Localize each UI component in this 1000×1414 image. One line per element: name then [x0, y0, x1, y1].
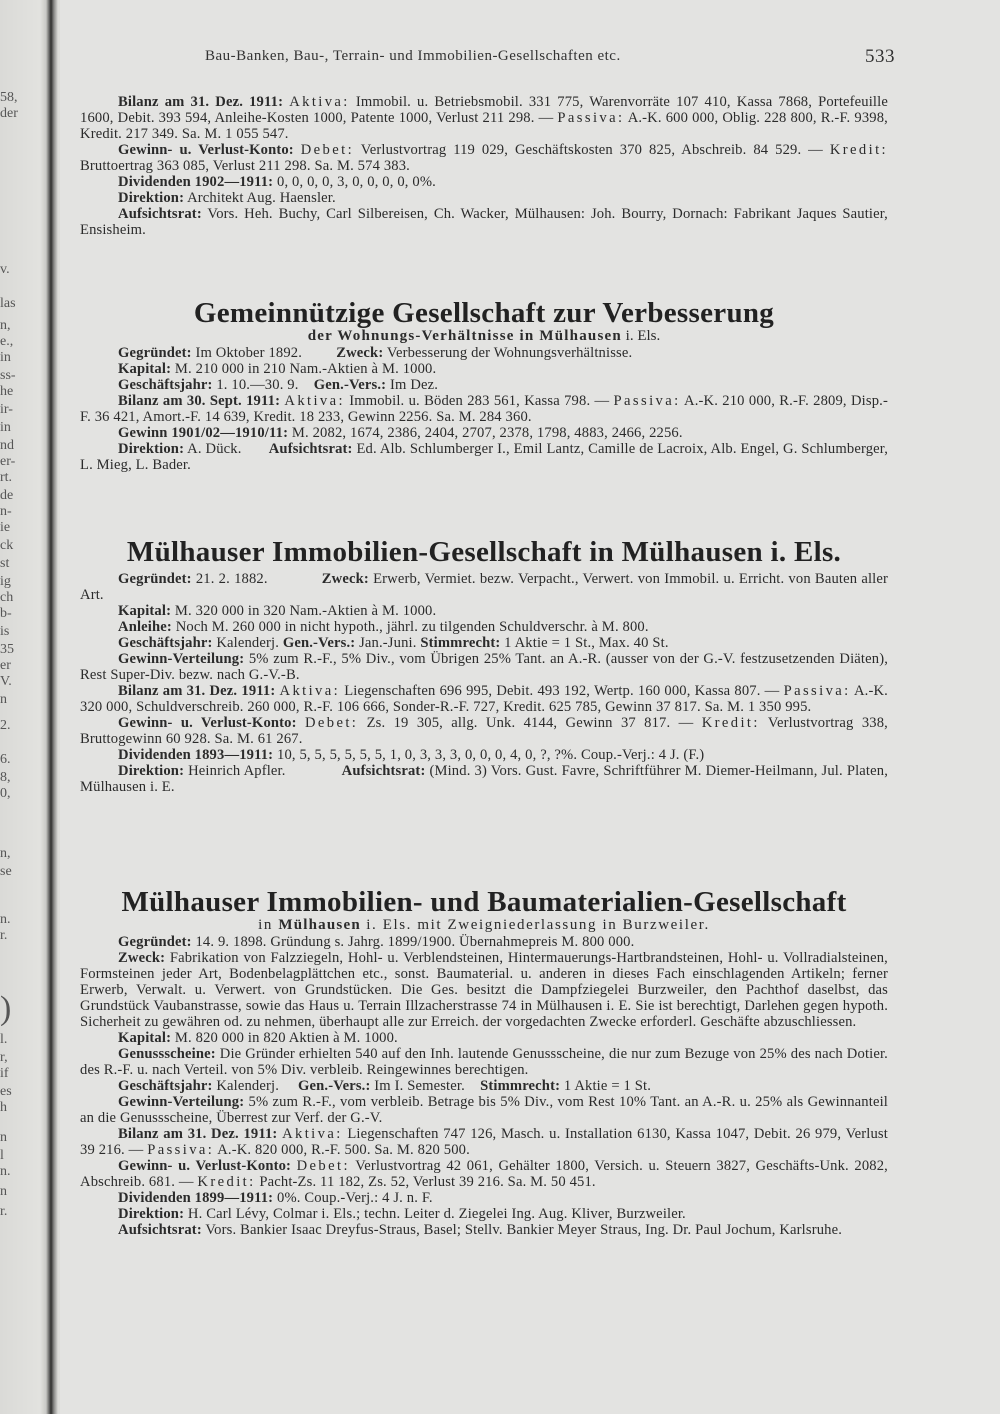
loan-label: Anleihe: [118, 619, 172, 635]
section-title: Gemeinnützige Gesellschaft zur Verbesserung [193, 297, 775, 329]
balance-label: Bilanz am 30. Sept. 1911: [118, 393, 281, 409]
capital-paragraph [80, 1030, 888, 1046]
debit-label: Debet: [296, 1158, 350, 1174]
margin-fragment: nd [0, 438, 14, 453]
general-meeting-label: Gen.-Vers.: [298, 1078, 371, 1094]
assets-text: Immobil. u. Böden 283 561, Kassa 798. — [349, 393, 610, 409]
margin-fragment: 0, [0, 786, 11, 801]
section-muelhauser-baumaterialien [80, 887, 888, 1238]
profit-loss-label: Gewinn- u. Verlust-Konto: [118, 715, 297, 731]
profit-loss-paragraph [80, 142, 888, 174]
profit-distribution-text: 5% zum R.-F., 5% Div., vom Übrigen 25% Tant. an A.-R. (ausser von der G.-V. festzusetzenden Diäten), Rest Super-Div. bezw. nach G.-V.-B. [80, 651, 888, 683]
founded-paragraph [80, 345, 888, 361]
supervisory-board-text: Ed. Alb. Schlumberger I., Emil Lantz, Camille de Lacroix, Alb. Engel, G. Schlumberger, L. Mieg, L. Bader. [80, 441, 888, 473]
dividends-text: 0%. Coup.-Verj.: 4 J. n. F. [277, 1190, 433, 1206]
page-number: 533 [865, 46, 895, 67]
general-meeting-text: Im I. Semester. [374, 1078, 465, 1094]
running-header [205, 48, 895, 70]
margin-fragment: he [0, 384, 14, 399]
margin-fragment: st [0, 556, 10, 571]
fiscal-year-text: Kalenderj. [216, 635, 280, 651]
balance-sheet-paragraph [80, 393, 888, 425]
participation-certificates-text: Die Gründer erhielten 540 auf den Inh. lautende Genussscheine, die nur zum Bezuge von 25% des nach Dotier. des R.-F. u. nach Verteil. von 5% Div. verbleib. Reingewinnes berechtigen. [80, 1046, 888, 1078]
margin-fragment: de [0, 488, 14, 503]
profit-loss-paragraph [80, 715, 888, 747]
purpose-label: Zweck: [336, 345, 384, 361]
profit-distribution-label: Gewinn-Verteilung: [118, 1094, 245, 1110]
direction-label: Direktion: [118, 190, 185, 206]
margin-fragment: ) [0, 992, 12, 1026]
voting-right-text: 1 Aktie = 1 St. [563, 1078, 652, 1094]
purpose-text: Erwerb, Vermiet. bezw. Verpacht., Verwert. von Immobil. u. Erricht. von Bauten aller Art. [80, 571, 889, 603]
debit-text: Verlustvortrag 42 061, Gehälter 1800, Versich. u. Steuern 3827, Geschäfts-Unk. 2082, Abschreib. 681. — [80, 1158, 888, 1190]
margin-fragment: rt. [0, 470, 13, 485]
fiscal-year-paragraph [80, 377, 888, 393]
margin-fragment: v. [0, 262, 10, 277]
margin-fragment: if [0, 1066, 9, 1081]
margin-fragment: n. [0, 912, 11, 927]
dividends-label: Dividenden 1899—1911: [118, 1190, 274, 1206]
liabilities-label: Passiva: [557, 110, 625, 126]
direction-text: A. Dück. [187, 441, 242, 457]
margin-fragment: r. [0, 928, 8, 943]
margin-fragment: n [0, 692, 7, 707]
section-subtitle [80, 917, 888, 934]
margin-fragment: n, [0, 846, 11, 861]
direction-label: Direktion: [118, 441, 185, 457]
supervisory-board-text: (Mind. 3) Vors. Gust. Favre, Schriftführer M. Diemer-Heilmann, Jul. Platen, Mülhausen i. E. [80, 763, 888, 795]
supervisory-board-label: Aufsichtsrat: [341, 763, 426, 779]
margin-fragment: ch [0, 590, 14, 605]
margin-fragment: er [0, 658, 11, 673]
supervisory-board-paragraph [80, 1222, 888, 1238]
participation-certificates-paragraph [80, 1046, 888, 1078]
capital-paragraph [80, 361, 888, 377]
direction-paragraph [80, 763, 888, 795]
balance-sheet-paragraph [80, 1126, 888, 1158]
assets-label: Aktiva: [284, 393, 345, 409]
debit-text: Zs. 19 305, allg. Unk. 4144, Gewinn 37 817. — [366, 715, 694, 731]
margin-fragment: n, [0, 318, 11, 333]
capital-text: M. 210 000 in 210 Nam.-Aktien à M. 1000. [174, 361, 437, 377]
credit-text: Pacht-Zs. 11 182, Zs. 52, Verlust 39 216. Sa. M. 50 451. [259, 1174, 596, 1190]
section-gemeinnuetzige [80, 298, 888, 473]
section-title: Mülhauser Immobilien- und Baumaterialien-Gesellschaft [121, 886, 847, 918]
margin-fragment: 2. [0, 718, 11, 733]
profit-loss-label: Gewinn- u. Verlust-Konto: [118, 1158, 292, 1174]
margin-fragment: 8, [0, 770, 11, 785]
liabilities-label: Passiva: [783, 683, 851, 699]
balance-sheet-paragraph [80, 94, 888, 142]
liabilities-label: Passiva: [147, 1142, 215, 1158]
supervisory-board-text: Vors. Heh. Buchy, Carl Silbereisen, Ch. Wacker, Mülhausen: Joh. Bourry, Dornach: Fabrikant Jaques Sautier, Ensisheim. [80, 206, 888, 238]
assets-label: Aktiva: [289, 94, 350, 110]
profit-loss-label: Gewinn- u. Verlust-Konto: [118, 142, 294, 158]
liabilities-text: A.-K. 600 000, Oblig. 228 800, R.-F. 9398, Kredit. 217 349. Sa. M. 1 055 547. [80, 110, 888, 142]
margin-fragment: n. [0, 1164, 11, 1179]
balance-label: Bilanz am 31. Dez. 1911: [118, 94, 284, 110]
direction-text: Architekt Aug. Haensler. [187, 190, 336, 206]
section-title: Mülhauser Immobilien-Gesellschaft in Mülhausen i. Els. [126, 536, 842, 568]
margin-fragment: n [0, 1130, 7, 1145]
margin-fragment: is [0, 624, 10, 639]
entry-continuation [80, 94, 888, 238]
profit-distribution-paragraph [80, 651, 888, 683]
credit-label: Kredit: [829, 142, 888, 158]
fiscal-year-paragraph [80, 1078, 888, 1094]
fiscal-year-text: Kalenderj. [216, 1078, 280, 1094]
subtitle-bold: der Wohnungs-Verhältnisse in Mülhausen [307, 328, 622, 344]
dividends-text: 0, 0, 0, 0, 3, 0, 0, 0, 0, 0%. [277, 174, 436, 190]
supervisory-board-label: Aufsichtsrat: [118, 1222, 202, 1238]
margin-fragment: ss- [0, 368, 16, 383]
subtitle-prefix: in [258, 917, 274, 933]
margin-fragment: V. [0, 674, 12, 689]
liabilities-label: Passiva: [613, 393, 681, 409]
assets-text: Immobil. u. Betriebsmobil. 331 775, Warenvorräte 107 410, Kassa 7868, Portefeuille 1600, Debit. 393 594, Anleihe-Kosten 1000, Patente 1000, Verlust 211 298. — [80, 94, 888, 126]
participation-certificates-label: Genussscheine: [118, 1046, 216, 1062]
general-meeting-text: Jan.-Juni. [359, 635, 417, 651]
assets-text: Liegenschaften 696 995, Debit. 493 192, Wertp. 160 000, Kassa 807. — [344, 683, 780, 699]
direction-paragraph [80, 441, 888, 473]
margin-fragment: h [0, 1100, 7, 1115]
dividends-paragraph [80, 747, 888, 763]
margin-fragment: in [0, 420, 11, 435]
assets-label: Aktiva: [282, 1126, 343, 1142]
margin-fragment: 6. [0, 752, 11, 767]
debit-label: Debet: [300, 142, 355, 158]
voting-right-text: 1 Aktie = 1 St., Max. 40 St. [504, 635, 669, 651]
founded-label: Gegründet: [118, 571, 192, 587]
margin-fragment: las [0, 296, 16, 311]
supervisory-board-text: Vors. Bankier Isaac Dreyfus-Straus, Basel; Stellv. Bankier Meyer Straus, Ing. Dr. Paul Jochum, Karlsruhe. [205, 1222, 843, 1238]
general-meeting-label: Gen.-Vers.: [282, 635, 356, 651]
assets-text: Liegenschaften 747 126, Masch. u. Installation 6130, Kassa 1047, Debit. 26 979, Verlust 39 216. — [80, 1126, 888, 1158]
loan-text: Noch M. 260 000 in nicht hypoth., jährl. zu tilgenden Schuldverschr. à M. 800. [175, 619, 649, 635]
voting-right-label: Stimmrecht: [480, 1078, 561, 1094]
direction-label: Direktion: [118, 763, 185, 779]
founded-text: Im Oktober 1892. [195, 345, 303, 361]
capital-text: M. 320 000 in 320 Nam.-Aktien à M. 1000. [174, 603, 437, 619]
balance-sheet-paragraph [80, 683, 888, 715]
subtitle-rest: i. Els. mit Zweigniederlassung in Burzweiler. [366, 917, 710, 933]
margin-fragment: l. [0, 1032, 8, 1047]
margin-fragment: ir- [0, 402, 13, 417]
dividends-paragraph [80, 174, 888, 190]
profit-history-label: Gewinn 1901/02—1910/11: [118, 425, 289, 441]
profit-history-text: M. 2082, 1674, 2386, 2404, 2707, 2378, 1798, 4883, 2466, 2256. [291, 425, 683, 441]
direction-paragraph [80, 190, 888, 206]
purpose-paragraph [80, 950, 888, 1030]
margin-fragment: r, [0, 1050, 8, 1065]
fiscal-year-paragraph [80, 635, 888, 651]
general-meeting-text: Im Dez. [390, 377, 439, 393]
balance-label: Bilanz am 31. Dez. 1911: [118, 1126, 278, 1142]
margin-fragment: der [0, 106, 18, 121]
margin-fragment: b- [0, 606, 12, 621]
direction-text: H. Carl Lévy, Colmar i. Els.; techn. Leiter d. Ziegelei Ing. Aug. Kliver, Burzweiler. [187, 1206, 686, 1222]
purpose-text: Fabrikation von Falzziegeln, Hohl- u. Verblendsteinen, Hintermauerungs-Hartbrandsteinen, Hohl- u. Vollradialsteinen, Formsteinen jeder Art, Bodenbelagplättchen etc., sonst. Baumaterial. u. anderen in dieses Fach einschlagenden Artikeln; ferner Erwerb, Verwalt. u. Verwert. von Grundstücken. Die Ges. besitzt die Dampfziegelei Burzweiler, den Pachthof daselbst, das Grundstück Vaubanstrasse, sowie das Haus u. Terrain Illzacherstrasse 74 in Mülhausen i. E. Sie ist berechtigt, Darlehen gegen hypoth. Sicherheit zu gewähren od. zu nehmen, überhaupt alle zur Erreich. der vorgedachten Zwecke erforderl. Geschäfte abzuschliessen. [80, 950, 888, 1030]
dividends-label: Dividenden 1893—1911: [118, 747, 274, 763]
margin-fragment: 58, [0, 90, 18, 105]
section-subtitle [80, 328, 888, 345]
supervisory-board-label: Aufsichtsrat: [118, 206, 202, 222]
supervisory-board-paragraph [80, 206, 888, 238]
liabilities-text: A.-K. 820 000, R.-F. 500. Sa. M. 820 500. [217, 1142, 470, 1158]
capital-label: Kapital: [118, 603, 172, 619]
general-meeting-label: Gen.-Vers.: [313, 377, 387, 393]
profit-distribution-paragraph [80, 1094, 888, 1126]
credit-label: Kredit: [197, 1174, 256, 1190]
dividends-paragraph [80, 1190, 888, 1206]
direction-paragraph [80, 1206, 888, 1222]
founded-paragraph [80, 571, 888, 603]
fiscal-year-label: Geschäftsjahr: [118, 1078, 213, 1094]
margin-fragment: r. [0, 1204, 8, 1219]
direction-label: Direktion: [118, 1206, 185, 1222]
margin-fragment: l [0, 1148, 4, 1163]
margin-fragment: n- [0, 504, 12, 519]
fiscal-year-text: 1. 10.—30. 9. [216, 377, 299, 393]
margin-fragment: es [0, 1084, 12, 1099]
capital-text: M. 820 000 in 820 Aktien à M. 1000. [174, 1030, 398, 1046]
fiscal-year-label: Geschäftsjahr: [118, 635, 213, 651]
margin-fragment: e., [0, 334, 14, 349]
margin-fragment: in [0, 350, 11, 365]
margin-fragment: se [0, 864, 12, 879]
profit-distribution-label: Gewinn-Verteilung: [118, 651, 245, 667]
margin-fragment: ck [0, 538, 14, 553]
profit-history-paragraph [80, 425, 888, 441]
purpose-text: Verbesserung der Wohnungsverhältnisse. [386, 345, 633, 361]
loan-paragraph [80, 619, 888, 635]
section-muelhauser-immobilien [80, 537, 888, 795]
margin-fragment: er- [0, 454, 16, 469]
margin-fragment: ie [0, 520, 11, 535]
subtitle-rest: i. Els. [625, 328, 661, 344]
balance-label: Bilanz am 31. Dez. 1911: [118, 683, 276, 699]
purpose-label: Zweck: [321, 571, 369, 587]
dividends-text: 10, 5, 5, 5, 5, 5, 5, 1, 0, 3, 3, 3, 0, 0, 0, 4, 0, ?, ?%. Coup.-Verj.: 4 J. (F.) [277, 747, 705, 763]
founded-label: Gegründet: [118, 934, 192, 950]
purpose-label: Zweck: [118, 950, 166, 966]
founded-label: Gegründet: [118, 345, 192, 361]
margin-fragment: n [0, 1184, 7, 1199]
credit-text: Verlustvortrag 338, Bruttogewinn 60 928. Sa. M. 61 267. [80, 715, 888, 747]
dividends-label: Dividenden 1902—1911: [118, 174, 274, 190]
subtitle-bold: Mülhausen [278, 917, 361, 933]
credit-text: Bruttoertrag 363 085, Verlust 211 298. Sa. M. 574 383. [80, 158, 410, 174]
founded-paragraph [80, 934, 888, 950]
capital-paragraph [80, 603, 888, 619]
profit-loss-paragraph [80, 1158, 888, 1190]
liabilities-text: A.-K. 320 000, Schuldverschreib. 260 000, R.-F. 106 666, Sonder-R.-F. 727, Kredit. 625 785, Gewinn 37 817. Sa. M. 1 350 995. [80, 683, 888, 715]
running-title: Bau-Banken, Bau-, Terrain- und Immobilien-Gesellschaften etc. [205, 48, 621, 64]
founded-text: 21. 2. 1882. [195, 571, 268, 587]
founded-text: 14. 9. 1898. Gründung s. Jahrg. 1899/1900. Übernahmepreis M. 800 000. [195, 934, 635, 950]
debit-text: Verlustvortrag 119 029, Geschäftskosten 370 825, Abschreib. 84 529. — [360, 142, 823, 158]
margin-fragment: ig [0, 574, 11, 589]
margin-fragment: 35 [0, 642, 14, 657]
direction-text: Heinrich Apfler. [188, 763, 286, 779]
liabilities-text: A.-K. 210 000, R.-F. 2809, Disp.-F. 36 421, Amort.-F. 14 639, Kredit. 18 233, Gewinn 2256. Sa. M. 284 360. [80, 393, 888, 425]
assets-label: Aktiva: [279, 683, 341, 699]
debit-label: Debet: [304, 715, 359, 731]
capital-label: Kapital: [118, 361, 172, 377]
profit-distribution-text: 5% zum R.-F., vom verbleib. Betrage bis 5% Div., vom Rest 10% Tant. an A.-R. u. 25% als Gewinnanteil an die Genussscheine, Überrest zur Verf. der G.-V. [80, 1094, 888, 1126]
voting-right-label: Stimmrecht: [420, 635, 501, 651]
fiscal-year-label: Geschäftsjahr: [118, 377, 213, 393]
capital-label: Kapital: [118, 1030, 172, 1046]
credit-label: Kredit: [701, 715, 760, 731]
supervisory-board-label: Aufsichtsrat: [268, 441, 353, 457]
